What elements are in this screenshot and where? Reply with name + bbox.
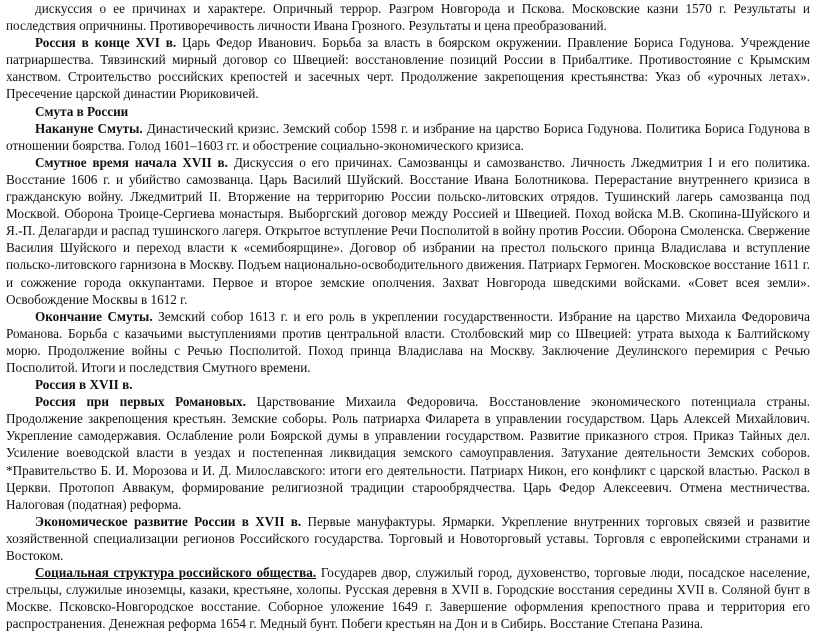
paragraph-text: Царь Федор Иванович. Борьба за власть в боярском окружении. Правление Бориса Годунова. Учреждение патриаршества. Тявзинский мирный договор со Швецией: восстановление позиций России в Прибалтике. Противостояние с Крымским ханством. Строительство российских крепостей и засечных черт. Продолжение закрепощения крестьянства: Указ об «урочных летах». Пресечение царской династии Рюриковичей. xyxy=(6,35,810,102)
paragraph-text: Государев двор, служилый город, духовенство, торговые люди, посадское население, стрельцы, служилые иноземцы, казаки, крестьяне, холопы. Русская деревня в XVII в. Городские восстания середины XVII в. Соляной бунт в Москве. Псковско-Новгородское восстание. Соборное уложение 1649 г. Завершение оформления крепостного права и территория его распространения. Денежная реформа 1654 г. Медный бунт. Побеги крестьян на Дон и в Сибирь. Восстание Степана Разина. xyxy=(6,565,811,632)
paragraph-first-romanovs xyxy=(6,393,810,513)
paragraph-text: дискуссия о ее причинах и характере. Опричный террор. Разгром Новгорода и Пскова. Московские казни 1570 г. Результаты и последствия опричнины. Противоречивость личности Ивана Грозного. Результаты и цена преобразований. xyxy=(6,1,810,34)
section-heading: Смута в России xyxy=(35,103,129,119)
paragraph-text: Дискуссия о его причинах. Самозванцы и самозванство. Личность Лжедмитрия I и его политика. Восстание 1606 г. и убийство самозванца. Царь Василий Шуйский. Восстание Ивана Болотникова. Перерастание внутреннего кризиса в гражданскую войну. Лжедмитрий II. Вторжение на территорию России польско-литовских отрядов. Тушинский лагерь самозванца под Москвой. Оборона Троице-Сергиева монастыря. Выборгский договор между Россией и Швецией. Поход войска М.В. Скопина-Шуйского и Я.-П. Делагарди и распад тушинского лагеря. Открытое вступление Речи Посполитой в войну против России. Оборона Смоленска. Свержение Василия Шуйского и переход власти к «семибоярщине». Договор об избрании на престол польского принца Владислава и вступление польско-литовского гарнизона в Москву. Подъем национально-освободительного движения. Патриарх Гермоген. Московское восстание 1611 г. и сожжение города оккупантами. Первое и второе земские ополчения. Захват Новгорода шведскими войсками. «Совет всея земли». Освобождение Москвы в 1612 г. xyxy=(6,154,810,307)
section-heading: Смутное время начала XVII в. xyxy=(35,154,228,170)
section-heading: Окончание Смуты. xyxy=(35,308,153,324)
section-heading: Россия в конце XVI в. xyxy=(35,35,177,51)
paragraph-text: Династический кризис. Земский собор 1598 г. и избрание на царство Бориса Годунова. Политика Бориса Годунова в отношении боярства. Голод 1601–1603 гг. и обострение социально-экономического кризиса. xyxy=(6,120,810,153)
paragraph-time-of-troubles xyxy=(6,154,810,308)
paragraph-before-smuta xyxy=(6,120,810,154)
paragraph-economic-development xyxy=(6,513,810,564)
section-heading: Россия в XVII в. xyxy=(35,377,133,393)
section-heading: Социальная структура российского общества. xyxy=(35,565,317,581)
paragraph-text: Царствование Михаила Федоровича. Восстановление экономического потенциала страны. Продолжение закрепощения крестьян. Земские соборы. Роль патриарха Филарета в управлении государством. Царь Алексей Михайлович. Укрепление самодержавия. Ослабление роли Боярской думы в управлении государством. Развитие приказного строя. Приказ Тайных дел. Усиление воеводской власти в уездах и постепенная ликвидация земского самоуправления. Затухание деятельности Земских соборов. *Правительство Б. И. Морозова и И. Д. Милославского: итоги его деятельности. Патриарх Никон, его конфликт с царской властью. Раскол в Церкви. Протопоп Аввакум, формирование религиозной традиции старообрядчества. Царь Федор Алексеевич. Отмена местничества. Налоговая (податная) реформа. xyxy=(6,394,810,512)
section-heading: Накануне Смуты. xyxy=(35,120,143,136)
paragraph-social-structure xyxy=(6,564,810,632)
section-heading: Россия при первых Романовых. xyxy=(35,394,246,410)
paragraph-text: Земский собор 1613 г. и его роль в укреплении государственности. Избрание на царство Михаила Федоровича Романова. Борьба с казачьими выступлениями против центральной власти. Столбовский мир со Швецией: утрата выхода к Балтийскому морю. Продолжение войны с Речью Посполитой. Поход принца Владислава на Москву. Заключение Деулинского перемирия с Речью Посполитой. Итоги и последствия Смутного времени. xyxy=(6,308,810,375)
paragraph-end-of-smuta xyxy=(6,308,810,376)
paragraph-end-16th-century xyxy=(6,34,810,102)
section-heading: Экономическое развитие России в XVII в. xyxy=(35,513,302,529)
paragraph-oprichnina xyxy=(6,0,810,34)
paragraph-17th-century-title xyxy=(6,376,810,393)
paragraph-smuta-title xyxy=(6,103,810,120)
paragraph-text: Первые мануфактуры. Ярмарки. Укрепление внутренних торговых связей и развитие хозяйственной специализации регионов Российского государства. Торговый и Новоторговый уставы. Торговля с европейскими странами и Востоком. xyxy=(6,513,810,563)
